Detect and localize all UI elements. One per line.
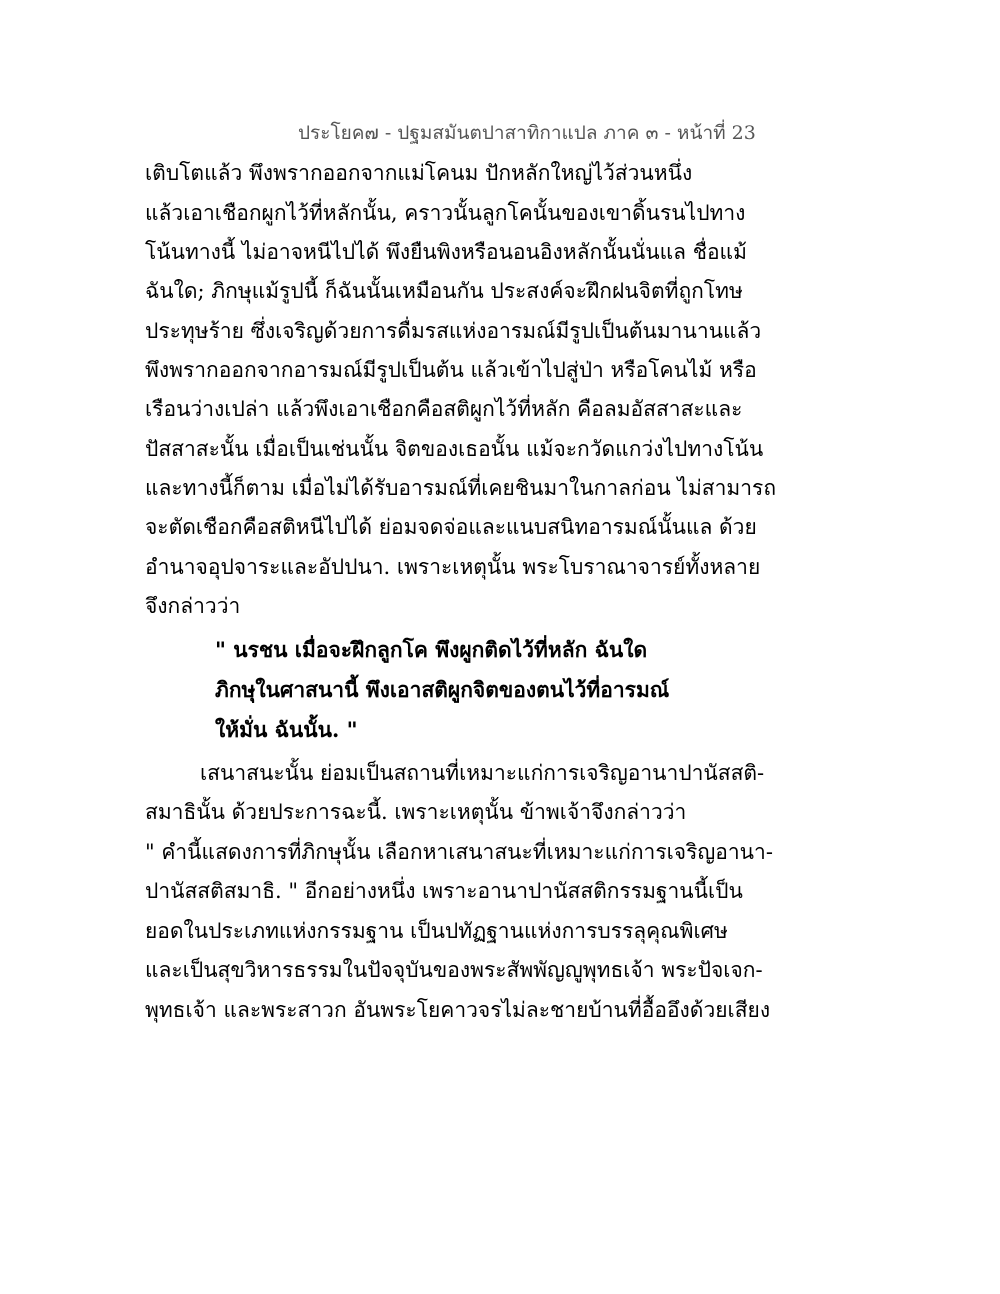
paragraph-line: และเป็นสุขวิหารธรรมในปัจจุบันของพระสัพพัญญูพุทธเจ้า พระปัจเจก- xyxy=(145,958,763,982)
paragraph-line: อำนาจอุปจาระและอัปปนา. เพราะเหตุนั้น พระโบราณาจารย์ทั้งหลาย xyxy=(145,555,761,579)
verse-quote-line: " นรชน เมื่อจะฝึกลูกโค พึงผูกติดไว้ที่หลัก ฉันใด xyxy=(215,637,648,662)
verse-quote-line: ให้มั่น ฉันนั้น. " xyxy=(215,717,358,742)
paragraph-line: แล้วเอาเชือกผูกไว้ที่หลักนั้น, คราวนั้นลูกโคนั้นของเขาดิ้นรนไปทาง xyxy=(145,201,746,225)
paragraph-line: เติบโตแล้ว พึงพรากออกจากแม่โคนม ปักหลักใหญ่ไว้ส่วนหนึ่ง xyxy=(145,161,693,185)
paragraph-line: ปัสสาสะนั้น เมื่อเป็นเช่นนั้น จิตของเธอนั้น แม้จะกวัดแกว่งไปทางโน้น xyxy=(145,437,764,461)
paragraph-line: พึงพรากออกจากอารมณ์มีรูปเป็นต้น แล้วเข้าไปสู่ป่า หรือโคนไม้ หรือ xyxy=(145,358,757,382)
paragraph-line: พุทธเจ้า และพระสาวก อันพระโยคาวจรไม่ละชายบ้านที่อื้ออึงด้วยเสียง xyxy=(145,998,771,1022)
paragraph-line: ประทุษร้าย ซึ่งเจริญด้วยการดื่มรสแห่งอารมณ์มีรูปเป็นต้นมานานแล้ว xyxy=(145,319,762,343)
paragraph-line: ปานัสสติสมาธิ. " อีกอย่างหนึ่ง เพราะอานาปานัสสติกรรมฐานนี้เป็น xyxy=(145,879,743,903)
running-header: ประโยค๗ - ปฐมสมันตปาสาทิกาแปล ภาค ๓ - หน้าที่ 23 xyxy=(298,122,756,144)
paragraph-line: และทางนี้ก็ตาม เมื่อไม่ได้รับอารมณ์ที่เคยชินมาในกาลก่อน ไม่สามารถ xyxy=(145,476,777,500)
verse-quote-line: ภิกษุในศาสนานี้ พึงเอาสติผูกจิตของตนไว้ที่อารมณ์ xyxy=(215,677,670,702)
paragraph-line: จะตัดเชือกคือสติหนีไปได้ ย่อมจดจ่อและแนบสนิทอารมณ์นั้นแล ด้วย xyxy=(145,515,757,539)
paragraph-line: เรือนว่างเปล่า แล้วพึงเอาเชือกคือสติผูกไว้ที่หลัก คือลมอัสสาสะและ xyxy=(145,397,743,421)
paragraph-line: โน้นทางนี้ ไม่อาจหนีไปได้ พึงยืนพิงหรือนอนอิงหลักนั้นนั่นแล ชื่อแม้ xyxy=(145,240,747,264)
paragraph-line: จึงกล่าวว่า xyxy=(145,594,241,618)
paragraph-line: " คำนี้แสดงการที่ภิกษุนั้น เลือกหาเสนาสนะที่เหมาะแก่การเจริญอานา- xyxy=(145,840,773,864)
paragraph-line: ฉันใด; ภิกษุแม้รูปนี้ ก็ฉันนั้นเหมือนกัน ประสงค์จะฝึกฝนจิตที่ถูกโทษ xyxy=(145,279,743,303)
paragraph-line: สมาธินั้น ด้วยประการฉะนี้. เพราะเหตุนั้น ข้าพเจ้าจึงกล่าวว่า xyxy=(145,800,687,824)
paragraph-line: เสนาสนะนั้น ย่อมเป็นสถานที่เหมาะแก่การเจริญอานาปานัสสติ- xyxy=(200,761,765,785)
paragraph-line: ยอดในประเภทแห่งกรรมฐาน เป็นปทัฏฐานแห่งการบรรลุคุณพิเศษ xyxy=(145,919,728,943)
